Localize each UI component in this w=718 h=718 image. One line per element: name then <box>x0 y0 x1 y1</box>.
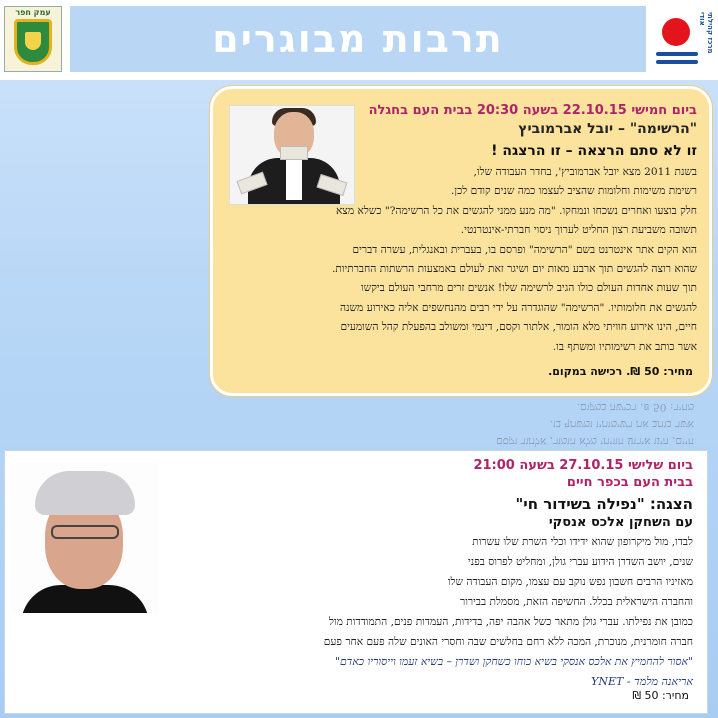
description-line: תוך שעות אחדות העולם כולו הגיב לרשימה שלו! אנשים זרים מרחבי העולם ביקשו <box>361 282 697 295</box>
reflection-line: חיים, הינו אירוע חוויתי מלא הומור, אלתור וקסם <box>496 435 694 447</box>
event-price: מחיר: 50 ₪ <box>632 689 689 702</box>
event-description <box>231 163 697 357</box>
description-line: שנים, יושב השדרן הידוע עברי גולן, ומחליט לפרוס בפני <box>467 556 693 568</box>
community-center-logo <box>650 6 716 72</box>
description-line: תשובה משביעת רצון החליט לערוך ניסוי חברתי-אינטרנטי. <box>460 224 697 237</box>
event-actor: עם השחקן אלכס אנסקי <box>548 515 693 530</box>
event-title: "הרשימה" – יובל אברמוביץ <box>518 121 697 137</box>
reflection-line: מחיר: 50 ₪. רכישה במקום. <box>576 401 694 413</box>
description-line: שהוא רוצה להגשים תוך ארבע מאות יום ושיגר זאת לעולם באמצעות הרשתות החברתיות. <box>331 263 697 276</box>
event-card-abramovich <box>210 86 712 396</box>
event-text <box>13 457 693 692</box>
description-line: מאזיניו הרבים חשבון נפש נוקב עם עצמו, מקום העבודה שלו <box>447 576 693 588</box>
wave-icon <box>656 52 698 56</box>
event-headline: זו לא סתם הרצאה – זו הרצגה ! <box>491 143 697 159</box>
regional-council-logo <box>4 6 62 72</box>
event-date: ביום שלישי 27.10.15 בשעה 21:00 <box>473 458 693 473</box>
community-center-logo-text: מרכז קהילתי אודי <box>698 12 714 54</box>
description-line: אשר כותב את רשימותיו ומשתף בו. <box>552 340 697 353</box>
description-line: חברה חומרנית, מנוכרת, המכה ללא רחם בחלשים שבה וחסרי האונים שלה פעם אחר פעם <box>323 636 693 648</box>
description-line: רשימת משימות וחלומות שהציב לעצמו כמה שנים קודם לכן. <box>451 185 697 198</box>
shield-icon <box>14 19 52 65</box>
event-date: ביום חמישי 22.10.15 בשעה 20:30 בבית העם בחגלה <box>368 103 697 118</box>
review-credit: אריאנה מלמד - YNET <box>591 675 693 688</box>
review-quote: "אסור להחמיץ את אלכס אנסקי בשיא כוחו כשחקן ושדרן – בשיא זעמו וייסוריו כאדם" <box>335 655 693 668</box>
description-line: והחברה הישראלית בכלל. החשיפה הזאת, מסמלת בבירור <box>460 596 693 608</box>
reflection-line: אשר כותב את רשימותיו ומשתף בו. <box>549 418 694 430</box>
event-title: הצגה: "נפילה בשידור חי" <box>515 495 693 513</box>
description-line: כמובן את נפילתו. עברי גולן מתאר כשל אהבה יפה, בדידות, העמדות פנים, התמודדות מול <box>328 616 693 628</box>
event-card-anski <box>4 450 708 714</box>
description-line: חלק בוצעו ואחרים נשכחו ונמחקו. "מה מנע ממני להגשים את כל הרשימה?" כשלא מצא <box>335 204 697 217</box>
description-line: בשנת 2011 מצא יובל אברמוביץ', בחדר העבודה שלו, <box>473 166 697 178</box>
description-line: להגשים את חלומותיו. "הרשימה" שהוגדרה על ידי רבים מהנחשפים אליה כאירוע משנה <box>340 301 697 314</box>
page-title: תרבות מבוגרים <box>212 17 504 61</box>
event-venue: בבית העם בכפר חיים <box>566 475 693 490</box>
event-text <box>231 103 697 357</box>
event-price: מחיר: 50 ₪. רכישה במקום. <box>548 365 693 378</box>
card-reflection <box>210 398 712 450</box>
description-line: לבדו, מול מיקרופון שהוא ידידו וכלי השרת שלו עשרות <box>472 536 693 548</box>
header <box>0 0 718 80</box>
event-description <box>13 532 693 652</box>
title-bar <box>70 6 646 72</box>
sun-icon <box>662 18 690 46</box>
wave-icon <box>656 60 698 64</box>
regional-council-logo-text: עמק חפר <box>15 8 51 17</box>
description-line: חיים, הינו אירוע חוויתי מלא הומור, אלתור וקסם, דינמי ומשולב בהפעלת קהל השומעים <box>340 321 697 334</box>
description-line: הוא הקים אתר אינטרנט בשם "הרשימה" ופרסם בו, בעברית ובאנגלית, עשרה דברים <box>352 243 697 256</box>
